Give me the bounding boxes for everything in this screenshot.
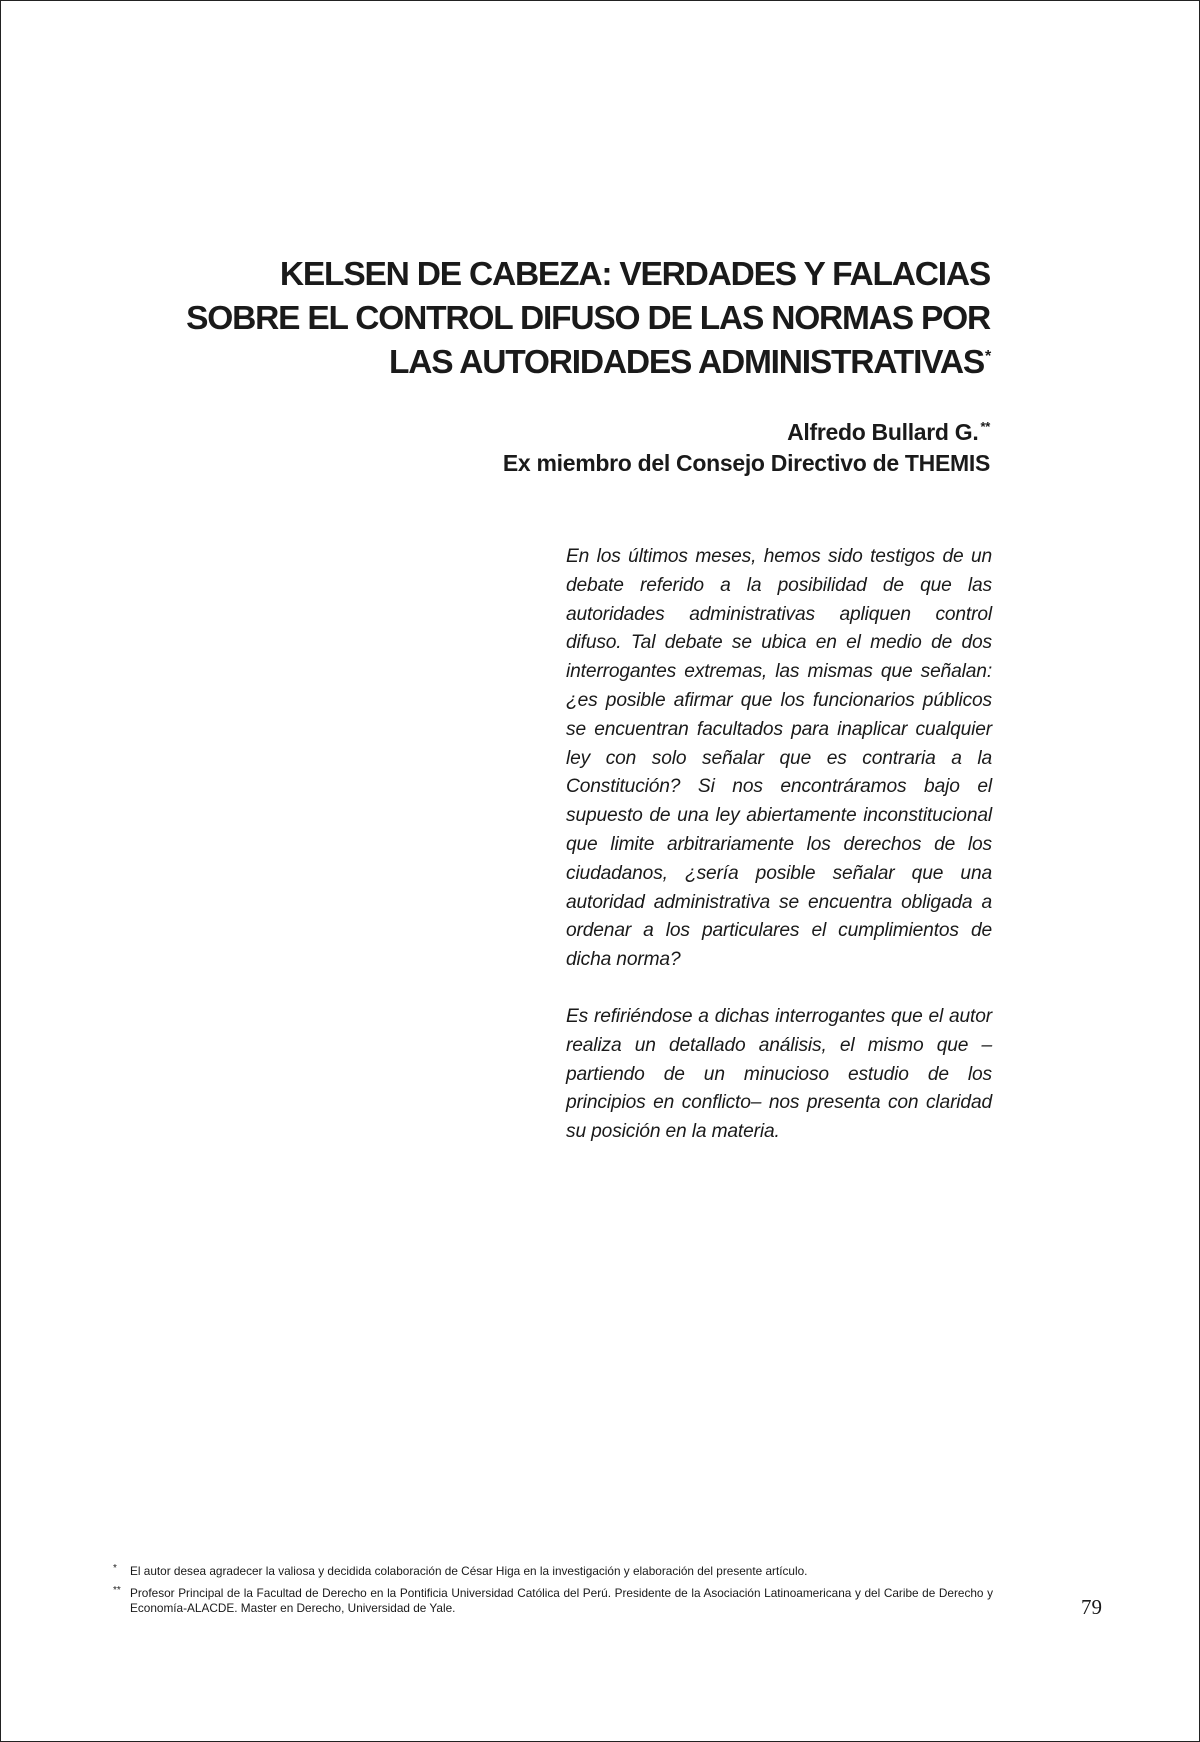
title-line-2: SOBRE EL CONTROL DIFUSO DE LAS NORMAS POR <box>186 300 990 337</box>
footnote-2 <box>113 1586 993 1617</box>
abstract <box>566 543 992 1175</box>
author-name-text: Alfredo Bullard G. <box>787 419 979 445</box>
author-name <box>290 417 990 448</box>
author-role: Ex miembro del Consejo Directivo de THEMIS <box>502 450 990 476</box>
title-line-1: KELSEN DE CABEZA: VERDADES Y FALACIAS <box>279 256 990 293</box>
title-footnote-mark: * <box>984 347 990 365</box>
footnote-1-mark: * <box>113 1563 117 1574</box>
abstract-paragraph-2: Es refiriéndose a dichas interrogantes que el autor realiza un detallado análisis, el mismo que –partiendo de un minucioso estudio de los principios en conflicto– nos presenta con claridad su posición en la materia. <box>566 1005 992 1143</box>
footnote-1 <box>113 1564 993 1580</box>
page-number: 79 <box>1081 1595 1102 1619</box>
abstract-paragraph-1: En los últimos meses, hemos sido testigos de un debate referido a la posibilidad de que las autoridades administrativas apliquen control difuso. Tal debate se ubica en el medio de dos interrogantes extremas, las mismas que señalan: ¿es posible afirmar que los funcionarios públicos se encuentran facultados para inaplicar cualquier ley con solo señalar que es contraria a la Constitución? Si nos encontráramos bajo el supuesto de una ley abiertamente inconstitucional que limite arbitrariamente los derechos de los ciudadanos, ¿sería posible señalar que una autoridad administrativa se encuentra obligada a ordenar a los particulares el cumplimientos de dicha norma? <box>566 546 992 971</box>
footnotes <box>113 1564 993 1623</box>
footnote-2-text: Profesor Principal de la Facultad de Derecho en la Pontificia Universidad Católica del Perú. Presidente de la Asociación Latinoamericana y del Caribe de Derecho y Economía-ALACDE. Master en Derecho, Universidad de Yale. <box>130 1585 993 1615</box>
footnote-2-mark: ** <box>113 1584 121 1596</box>
title-line-3-text: LAS AUTORIDADES ADMINISTRATIVAS <box>389 344 984 381</box>
author-block <box>290 417 990 479</box>
author-footnote-mark: ** <box>980 419 990 435</box>
footnote-1-text: El autor desea agradecer la valiosa y decidida colaboración de César Higa en la investigación y elaboración del presente artículo. <box>130 1564 808 1578</box>
title-line-3 <box>130 341 990 385</box>
article-title <box>130 253 990 385</box>
